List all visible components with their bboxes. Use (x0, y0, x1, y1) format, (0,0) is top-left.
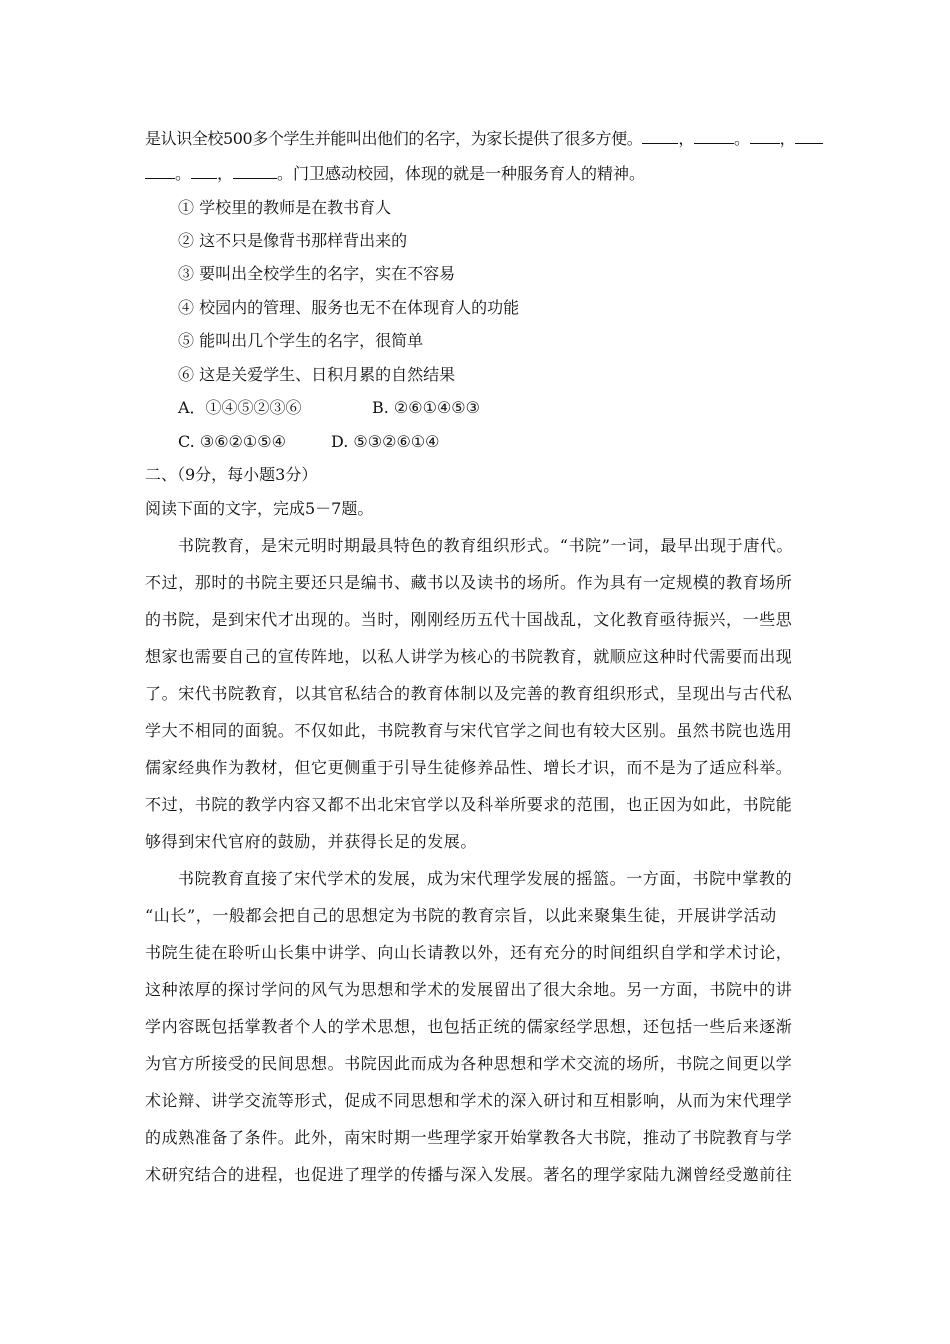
passage-p1-line: 书院教育，是宋元明时期最具特色的教育组织形式。“书院”一词，最早出现于唐代。 (178, 536, 794, 555)
section-2-heading: 二、（9分，每小题3分） (145, 465, 318, 484)
answer-blank-5[interactable] (145, 162, 175, 179)
passage-p2-line: 学内容既包括掌教者个人的学术思想，也包括正统的儒家经学思想，还包括一些后来逐渐 (145, 1017, 793, 1036)
q4-line-1 (145, 127, 823, 150)
punct-5: ， (217, 164, 234, 183)
answer-blank-4[interactable] (795, 127, 823, 144)
punct-2: 。 (733, 129, 750, 148)
passage-p2-line: 这种浓厚的探讨学问的风气为思想和学术的发展留出了很大余地。另一方面，书院中的讲 (145, 980, 793, 999)
passage-p1-line: 想家也需要自己的宣传阵地，以私人讲学为核心的书院教育，就顺应这种时代需要而出现 (145, 647, 793, 666)
passage-p2-line: 的成熟准备了条件。此外，南宋时期一些理学家开始掌教各大书院，推动了书院教育与学 (145, 1128, 793, 1147)
q4-option-d[interactable]: D. ⑤③②⑥①④ (331, 432, 440, 451)
q4-line-2 (145, 162, 645, 185)
q4-option-c[interactable]: C. ③⑥②①⑤④ (178, 432, 286, 451)
passage-p1-line: 儒家经典作为教材，但它更侧重于引导生徒修养品性、增长才识，而不是为了适应科举。 (145, 758, 793, 777)
answer-blank-7[interactable] (233, 162, 277, 179)
q4-option-a[interactable]: A．①④⑤②③⑥ (178, 398, 302, 417)
q4-item-2: ② 这不只是像背书那样背出来的 (178, 231, 408, 250)
punct-1: ， (678, 129, 694, 148)
q4-line-1-text: 是认识全校500多个学生并能叫出他们的名字，为家长提供了很多方便。 (145, 129, 643, 148)
punct-3: ， (779, 129, 796, 148)
punct-4: 。 (175, 164, 192, 183)
passage-p1-line: 了。宋代书院教育，以其官私结合的教育体制以及完善的教育组织形式，呈现出与古代私 (145, 684, 793, 703)
passage-p2-line: 书院生徒在聆听山长集中讲学、向山长请教以外，还有充分的时间组织自学和学术讨论， (145, 943, 793, 962)
q4-line-2-text: 。门卫感动校园，体现的就是一种服务育人的精神。 (277, 164, 646, 183)
q4-option-b[interactable]: B. ②⑥①④⑤③ (372, 398, 480, 417)
q4-item-1: ① 学校里的教师是在教书育人 (178, 198, 392, 217)
answer-blank-2[interactable] (694, 127, 734, 144)
answer-blank-1[interactable] (642, 127, 678, 144)
passage-p2-line: 书院教育直接了宋代学术的发展，成为宋代理学发展的摇篮。一方面，书院中掌教的 (178, 869, 793, 888)
passage-p1-line: 不过，书院的教学内容又都不出北宋官学以及科举所要求的范围，也正因为如此，书院能 (145, 795, 793, 814)
passage-p2-line: 术论辩、讲学交流等形式，促成不同思想和学术的深入研讨和互相影响，从而为宋代理学 (145, 1091, 793, 1110)
passage-p2-line: “山长”，一般都会把自己的思想定为书院的教育宗旨，以此来聚集生徒，开展讲学活动 (145, 906, 777, 925)
passage-p1-line: 不过，那时的书院主要还只是编书、藏书以及读书的场所。作为具有一定规模的教育场所 (145, 573, 793, 592)
passage-p1-line: 够得到宋代官府的鼓励，并获得长足的发展。 (145, 832, 478, 851)
passage-p1-line: 的书院，是到宋代才出现的。当时，刚刚经历五代十国战乱，文化教育亟待振兴，一些思 (145, 610, 793, 629)
section-2-instruction: 阅读下面的文字，完成5－7题。 (145, 499, 374, 518)
passage-p2-line: 术研究结合的进程，也促进了理学的传播与深入发展。著名的理学家陆九渊曾经受邀前往 (145, 1165, 793, 1184)
q4-item-6: ⑥ 这是关爱学生、日积月累的自然结果 (178, 365, 456, 384)
passage-p1-line: 学大不相同的面貌。不仅如此，书院教育与宋代官学之间也有较大区别。虽然书院也选用 (145, 721, 793, 740)
q4-item-5: ⑤ 能叫出几个学生的名字，很简单 (178, 331, 424, 350)
answer-blank-3[interactable] (750, 127, 780, 144)
q4-item-4: ④ 校园内的管理、服务也无不在体现育人的功能 (178, 298, 520, 317)
answer-blank-6[interactable] (191, 162, 217, 179)
passage-p2-line: 为官方所接受的民间思想。书院因此而成为各种思想和学术交流的场所，书院之间更以学 (145, 1054, 793, 1073)
q4-item-3: ③ 要叫出全校学生的名字，实在不容易 (178, 264, 456, 283)
